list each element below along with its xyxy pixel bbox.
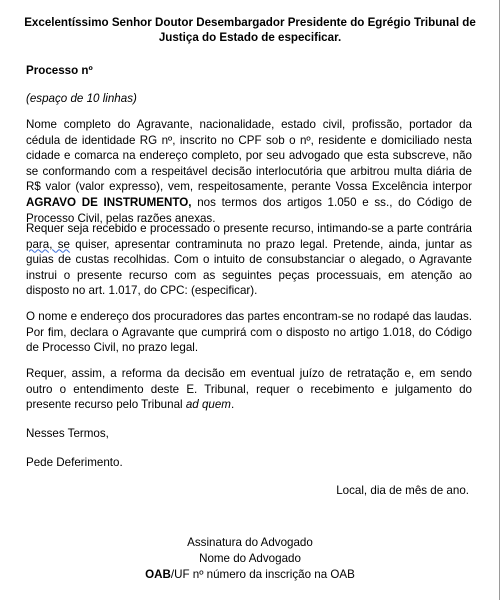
header-line-1: Excelentíssimo Senhor Doutor Desembargador Presidente do Egrégio Tribunal de bbox=[24, 16, 476, 29]
paragraph-text: Requer seja recebido e processado o presente recurso, intimando-se a parte contrária bbox=[26, 222, 472, 235]
processo-label: Processo nº bbox=[26, 64, 93, 77]
oab-text: /UF nº número da inscrição na OAB bbox=[170, 568, 355, 581]
closing-pede-deferimento: Pede Deferimento. bbox=[26, 456, 123, 469]
oab-label: OAB bbox=[145, 568, 171, 581]
paragraph-text: quiser, apresentar contraminuta no prazo legal. Pretende, ainda, juntar as guias de custas recolhidas. Com o intuito de consubstanciar o alegado, o Agravante instrui o presente recurso com as seguintes peças processuais, em atenção ao disposto no art. 1.017, do CPC: (especificar). bbox=[26, 237, 472, 298]
paragraph-text: Requer, assim, a reforma da decisão em eventual juízo de retratação e, em sendo outro o entendimento deste E. Tribunal, requer o recebimento e julgamento do presente recurso pelo Tribunal bbox=[26, 367, 472, 412]
spellcheck-underline: para, se bbox=[26, 237, 70, 251]
paragraph-request bbox=[26, 221, 472, 299]
lawyer-name: Nome do Advogado bbox=[199, 552, 301, 565]
paragraph-qualification bbox=[26, 117, 472, 226]
header-line-2: Justiça do Estado de especificar. bbox=[158, 31, 342, 44]
ad-quem-text: ad quem bbox=[185, 398, 231, 412]
paragraph-text: . bbox=[230, 398, 235, 412]
agravo-title: AGRAVO DE INSTRUMENTO, bbox=[26, 195, 192, 209]
paragraph-text: nos termos dos artigos 1.050 e ss., do Código de Processo Civil, pelas razões anexas. bbox=[26, 195, 472, 225]
oab-registration bbox=[0, 568, 500, 581]
document-header bbox=[22, 15, 478, 45]
paragraph-reforma bbox=[26, 366, 472, 413]
espaco-note: (espaço de 10 linhas) bbox=[26, 92, 137, 105]
closing-nesses-termos: Nesses Termos, bbox=[26, 427, 109, 440]
paragraph-text: Nome completo do Agravante, nacionalidade, estado civil, profissão, portador da cédula de identidade RG nº, inscrito no CPF sob o nº, residente e domiciliado nesta cidade e comarca na endereço completo, por seu advogado que esta subscreve, não se conformando com a respeitável decisão interlocutória que arbitrou multa diária de R$ valor (valor expresso), vem, respeitosamente, perante Vossa Excelência interpor bbox=[26, 118, 472, 194]
paragraph-procuradores: O nome e endereço dos procuradores das partes encontram-se no rodapé das laudas. Por fim, declara o Agravante que cumprirá com o disposto no artigo 1.018, do Código de Processo Civil, no prazo legal. bbox=[26, 310, 472, 355]
local-date: Local, dia de mês de ano. bbox=[336, 484, 469, 497]
signature-line: Assinatura do Advogado bbox=[187, 536, 313, 549]
